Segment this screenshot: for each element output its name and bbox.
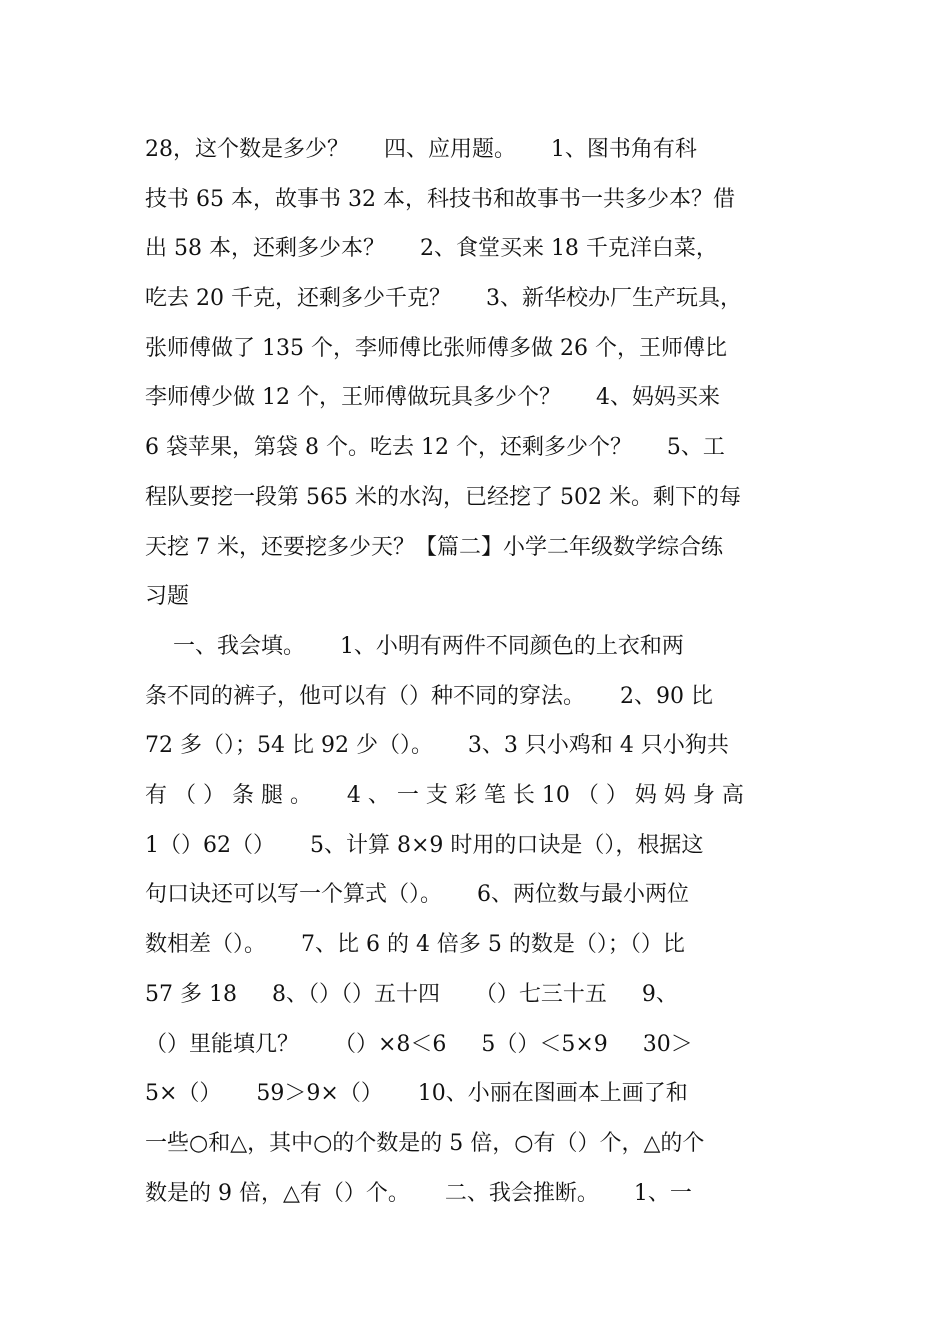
paragraph-fill-in-blanks [145, 622, 815, 1218]
text-line: 出 58 本，还剩多少本？ 2、食堂买来 18 千克洋白菜， [145, 236, 718, 262]
text-line: 数相差（）。 7、比 6 的 4 倍多 5 的数是（）；（）比 [145, 932, 685, 958]
paragraph-application-problems [145, 125, 815, 622]
text-line: 张师傅做了 135 个，李师傅比张师傅多做 26 个，王师傅比 [145, 335, 727, 361]
text-line: 1（）62（） 5、计算 8×9 时用的口诀是（），根据这 [145, 832, 704, 858]
text-line: 57 多 18 8、（）（）五十四 （）七三十五 9、 [145, 981, 678, 1007]
text-line: 天挖 7 米，还要挖多少天？【篇二】小学二年级数学综合练 [145, 534, 723, 560]
text-line: （）里能填几？ （）×8＜6 5（）＜5×9 30＞ [145, 1031, 693, 1057]
text-line: 习题 [145, 584, 190, 610]
text-line: 72 多（）；54 比 92 少（）。 3、3 只小鸡和 4 只小狗共 [145, 733, 729, 759]
text-line: 有 （ ） 条 腿 。 4 、 一 支 彩 笔 长 10 （ ） 妈 妈 身 高 [145, 783, 744, 809]
text-line: 数是的 9 倍，△有（）个。 二、我会推断。 1、一 [145, 1180, 692, 1206]
text-line: 6 袋苹果，第袋 8 个。吃去 12 个，还剩多少个？ 5、工 [145, 435, 725, 461]
text-line: 李师傅少做 12 个，王师傅做玩具多少个？ 4、妈妈买来 [145, 385, 720, 411]
text-line: 条不同的裤子，他可以有（）种不同的穿法。 2、90 比 [145, 683, 713, 709]
text-line: 程队要挖一段第 565 米的水沟，已经挖了 502 米。剩下的每 [145, 484, 741, 510]
text-line: 一些○和△，其中○的个数是的 5 倍，○有（）个，△的个 [145, 1130, 705, 1156]
text-line: 28，这个数是多少？ 四、应用题。 1、图书角有科 [145, 137, 697, 162]
text-line: 技书 65 本，故事书 32 本，科技书和故事书一共多少本？借 [145, 186, 735, 212]
text-line: 5×（） 59＞9×（） 10、小丽在图画本上画了和 [145, 1081, 688, 1107]
text-line: 一、我会填。 1、小明有两件不同颜色的上衣和两 [145, 634, 684, 659]
text-line: 吃去 20 千克，还剩多少千克？ 3、新华校办厂生产玩具， [145, 286, 742, 312]
text-line: 句口诀还可以写一个算式（）。 6、两位数与最小两位 [145, 882, 689, 908]
